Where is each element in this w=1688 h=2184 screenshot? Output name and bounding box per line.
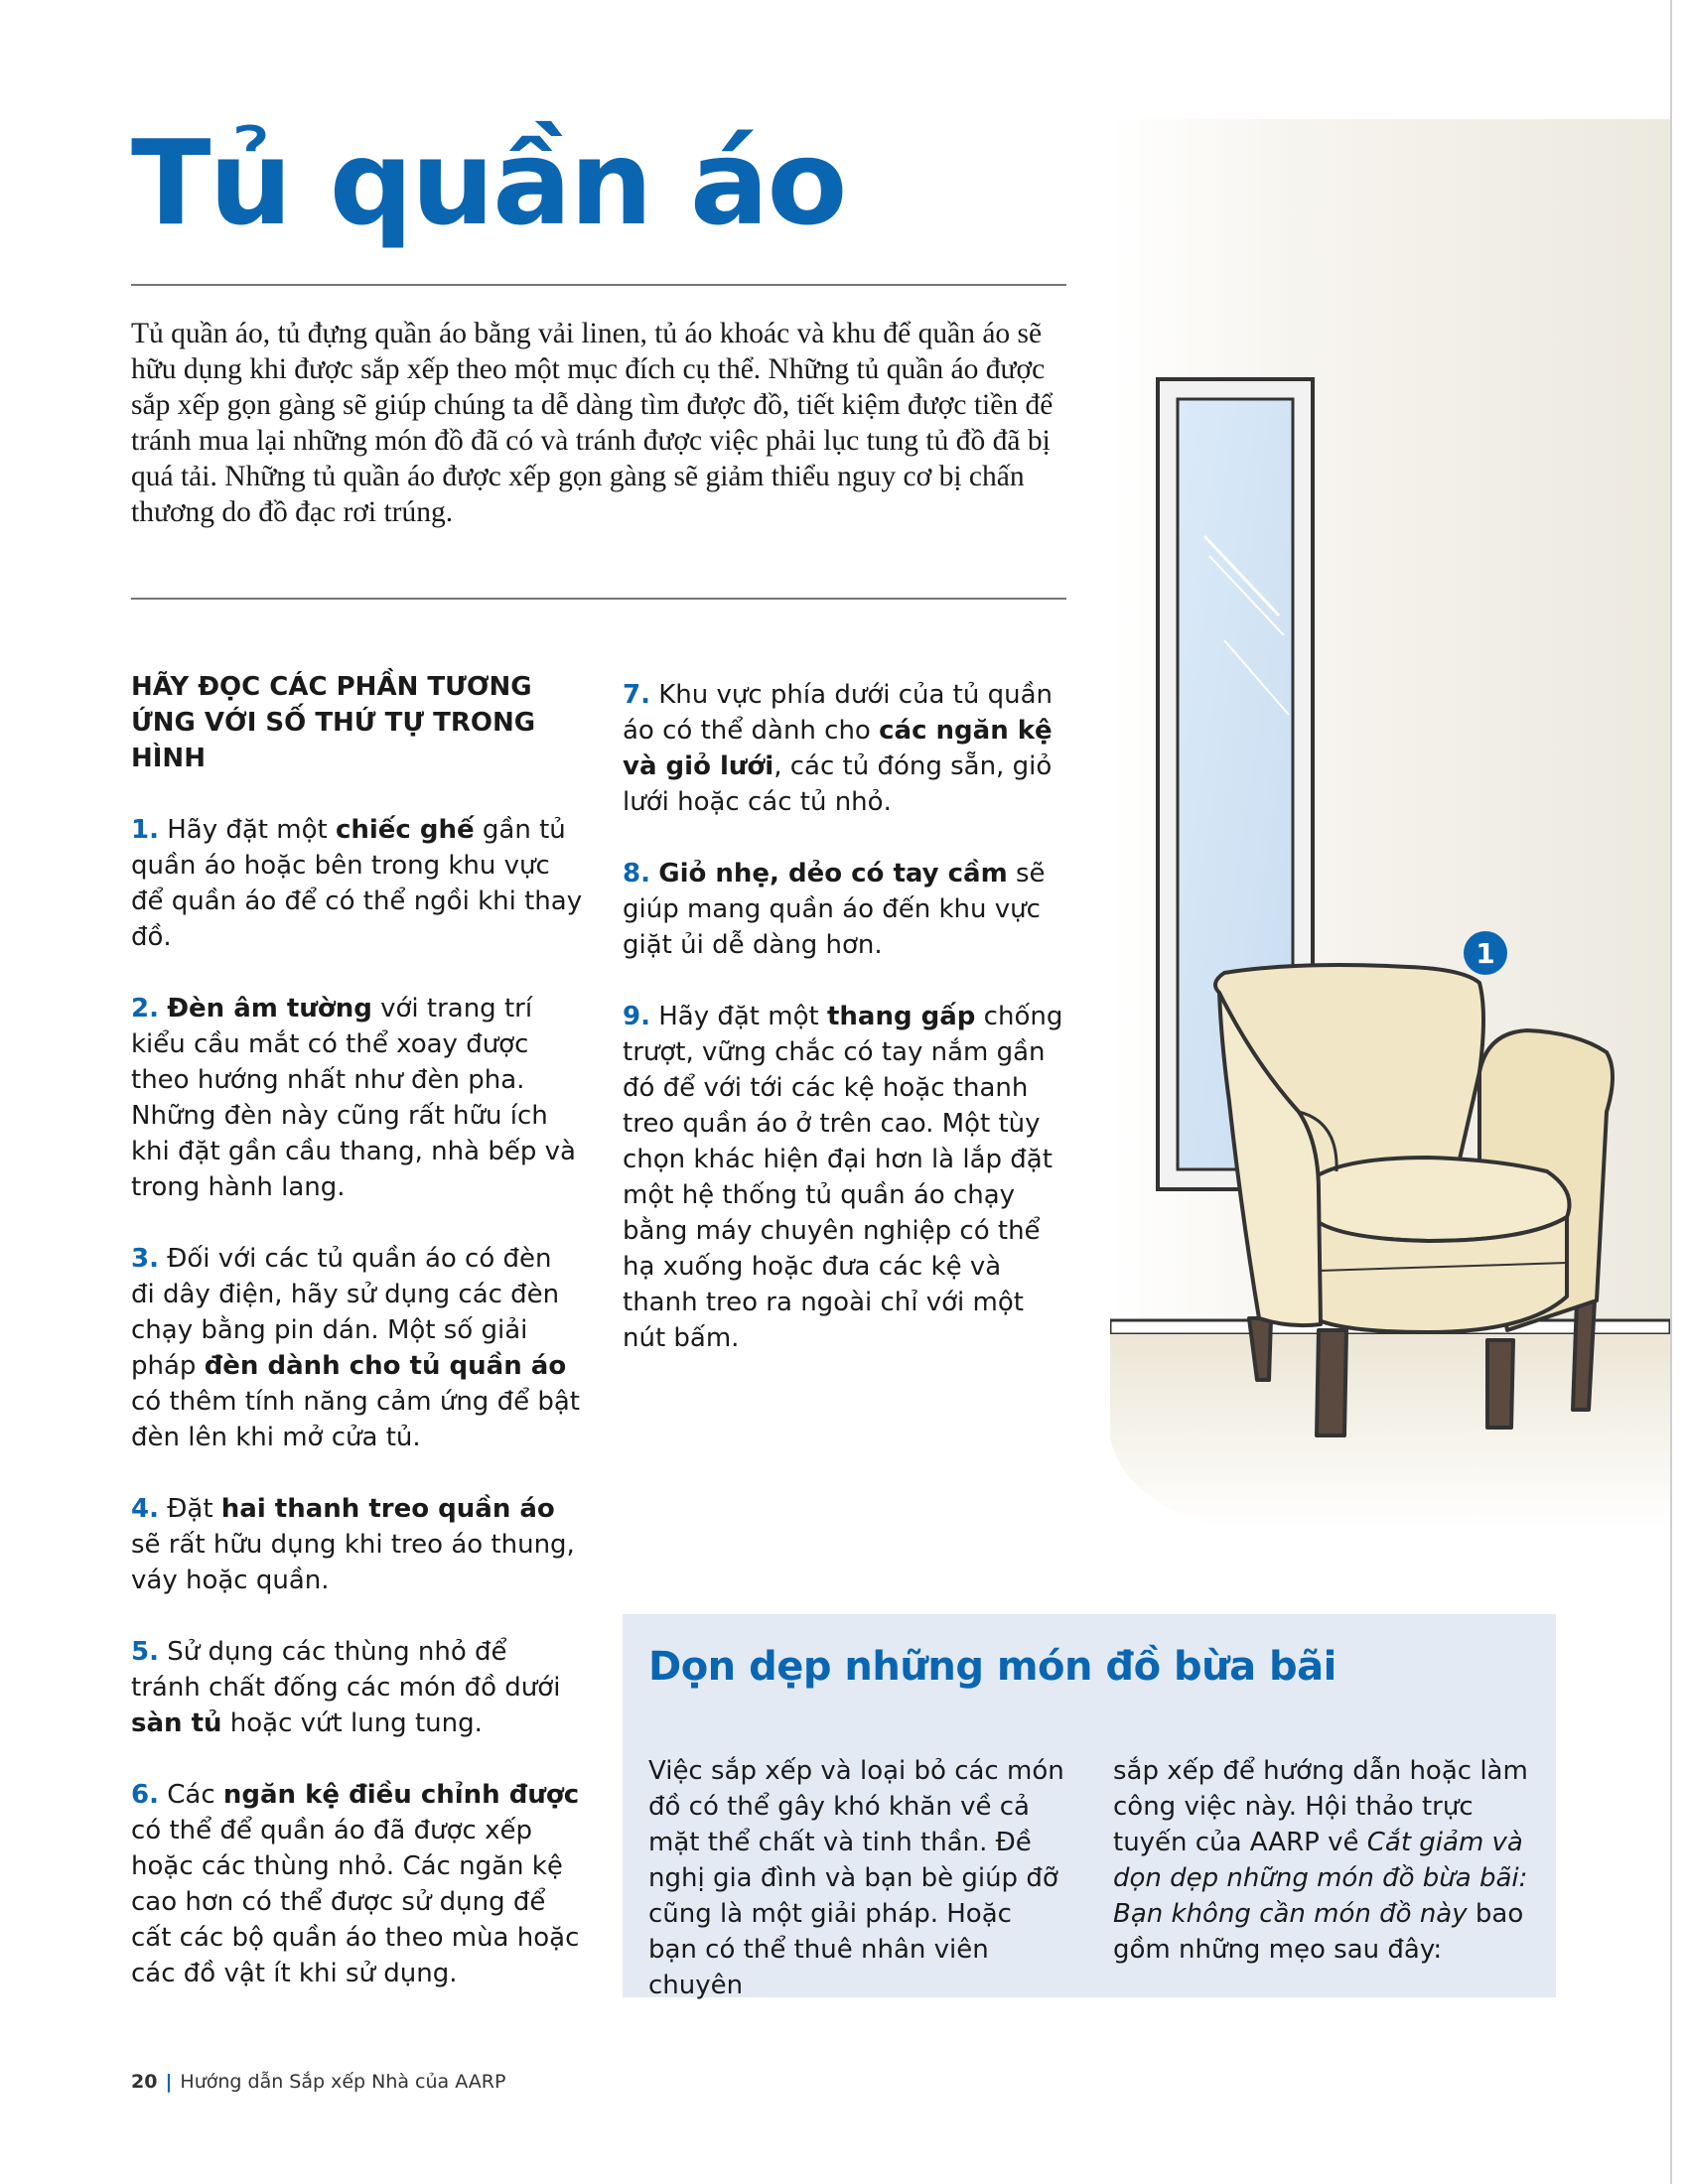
callout-number: 1 xyxy=(1476,937,1495,970)
middle-column xyxy=(623,677,1074,1392)
page-edge-rule xyxy=(1670,0,1672,2184)
list-item: 2. Đèn âm tường với trang trí kiểu cầu mắt có thể xoay được theo hướng nhất như đèn pha. Những đèn này cũng rất hữu ích khi đặt gần cầu thang, nhà bếp và trong hành lang. xyxy=(131,994,576,1202)
page-footer xyxy=(131,2071,505,2093)
list-item: 6. Các ngăn kệ điều chỉnh được có thể để quần áo đã được xếp hoặc các thùng nhỏ. Các ngăn kệ cao hơn có thể được sử dụng để cất các bộ quần áo theo mùa hoặc các đồ vật ít khi sử dụng. xyxy=(131,1780,580,1988)
section-heading: HÃY ĐỌC CÁC PHẦN TƯƠNG ỨNG VỚI SỐ THỨ TỰ TRONG HÌNH xyxy=(131,672,536,773)
left-column xyxy=(131,669,583,2027)
closet-chair-illustration xyxy=(1110,119,1670,1529)
list-item: 7. Khu vực phía dưới của tủ quần áo có thể dành cho các ngăn kệ và giỏ lưới, các tủ đóng sẵn, giỏ lưới hoặc các tủ nhỏ. xyxy=(623,680,1054,817)
footer-separator: | xyxy=(165,2071,173,2093)
list-item: 4. Đặt hai thanh treo quần áo sẽ rất hữu dụng khi treo áo thung, váy hoặc quần. xyxy=(131,1494,575,1595)
list-item: 3. Đối với các tủ quần áo có đèn đi dây điện, hãy sử dụng các đèn chạy bằng pin dán. Một số giải pháp đèn dành cho tủ quần áo có thêm tính năng cảm ứng để bật đèn lên khi mở cửa tủ. xyxy=(131,1244,580,1452)
list-item: 8. Giỏ nhẹ, dẻo có tay cầm sẽ giúp mang quần áo đến khu vực giặt ủi dễ dàng hơn. xyxy=(623,859,1046,960)
footer-text: Hướng dẫn Sắp xếp Nhà của AARP xyxy=(180,2071,506,2093)
page-number: 20 xyxy=(131,2071,158,2093)
sidebar-paragraph-1: Việc sắp xếp và loại bỏ các món đồ có thể gây khó khăn về cả mặt thể chất và tinh thần. Đề nghị gia đình và bạn bè giúp đỡ cũng là một giải pháp. Hoặc bạn có thể thuê nhân viên chuyên xyxy=(648,1756,1064,2000)
list-item: 9. Hãy đặt một thang gấp chống trượt, vững chắc có tay nắm gần đó để với tới các kệ hoặc thanh treo quần áo ở trên cao. Một tùy chọn khác hiện đại hơn là lắp đặt một hệ thống tủ quần áo chạy bằng máy chuyên nghiệp có thể hạ xuống hoặc đưa các kệ và thanh treo ra ngoài chỉ với một nút bấm. xyxy=(623,1002,1063,1353)
sidebar-paragraph-2: sắp xếp để hướng dẫn hoặc làm công việc này. Hội thảo trực tuyến của AARP về Cắt giảm và dọn dẹp những món đồ bừa bãi: Bạn không cần món đồ này bao gồm những mẹo sau đây: xyxy=(1113,1756,1528,1965)
divider-top xyxy=(131,284,1066,286)
list-item: 1. Hãy đặt một chiếc ghế gần tủ quần áo hoặc bên trong khu vực để quần áo để có thể ngồi khi thay đồ. xyxy=(131,815,583,952)
page-title: Tủ quần áo xyxy=(131,114,846,251)
declutter-sidebar xyxy=(623,1614,1556,2000)
webinar-title: Cắt giảm và dọn dẹp những món đồ bừa bãi: Bạn không cần món đồ này xyxy=(1113,1828,1528,1929)
divider-bottom xyxy=(131,598,1066,600)
sidebar-title: Dọn dẹp những món đồ bừa bãi xyxy=(648,1644,1336,1690)
list-item: 5. Sử dụng các thùng nhỏ để tránh chất đống các món đồ dưới sàn tủ hoặc vứt lung tung. xyxy=(131,1637,561,1738)
intro-paragraph: Tủ quần áo, tủ đựng quần áo bằng vải linen, tủ áo khoác và khu để quần áo sẽ hữu dụng khi được sắp xếp theo một mục đích cụ thể. Những tủ quần áo được sắp xếp gọn gàng sẽ giúp chúng ta dễ dàng tìm được đồ, tiết kiệm được tiền để tránh mua lại những món đồ đã có và tránh được việc phải lục tung tủ đồ đã bị quá tải. Những tủ quần áo được xếp gọn gàng sẽ giảm thiểu nguy cơ bị chấn thương do đồ đạc rơi trúng. xyxy=(131,318,1054,528)
